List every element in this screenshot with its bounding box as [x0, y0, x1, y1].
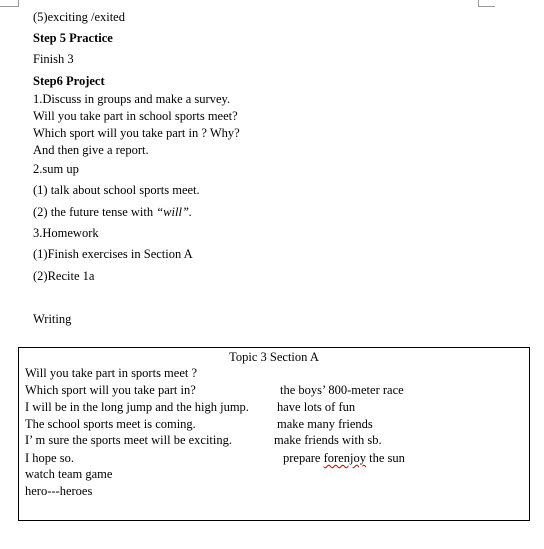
box-right-line	[283, 450, 405, 466]
box-left-line: watch team game	[25, 467, 113, 481]
text-line: 2.sum up	[33, 162, 79, 176]
page-corner-mark-left	[0, 0, 19, 7]
notes-box	[18, 347, 530, 521]
text-line: Writing	[33, 312, 72, 326]
text-line: Which sport will you take part in ? Why?	[33, 126, 240, 140]
text-line: (1) talk about school sports meet.	[33, 183, 200, 197]
box-left-line: I will be in the long jump and the high jump.	[25, 400, 249, 414]
heading-step5: Step 5 Practice	[33, 31, 113, 45]
box-left-line: The school sports meet is coming.	[25, 417, 196, 431]
text-line: And then give a report.	[33, 143, 149, 157]
box-left-line: Will you take part in sports meet ?	[25, 366, 198, 380]
box-left-line: Which sport will you take part in?	[25, 383, 196, 397]
text-line	[33, 204, 192, 220]
text-span: prepare	[283, 451, 324, 465]
text-line: (5)exciting /exited	[33, 10, 125, 24]
text-line: 1.Discuss in groups and make a survey.	[33, 92, 231, 106]
text-line: 3.Homework	[33, 226, 99, 240]
text-line: Finish 3	[33, 52, 74, 66]
box-left-line: I hope so.	[25, 451, 74, 465]
text-line: (2)Recite 1a	[33, 269, 95, 283]
text-line: (1)Finish exercises in Section A	[33, 247, 193, 261]
page-corner-mark-right	[478, 0, 495, 7]
text-line: Will you take part in school sports meet?	[33, 109, 238, 123]
box-right-line: have lots of fun	[277, 400, 356, 414]
box-right-line: make friends with sb.	[274, 433, 382, 447]
box-right-line: make many friends	[277, 417, 373, 431]
box-title: Topic 3 Section A	[229, 350, 319, 364]
heading-step6: Step6 Project	[33, 74, 105, 88]
text-span: (2) the future tense with	[33, 205, 157, 219]
box-right-line: the boys’ 800-meter race	[280, 383, 404, 397]
text-span: the sun	[365, 451, 405, 465]
italic-span: “will”.	[156, 205, 193, 219]
box-left-line: hero---heroes	[25, 484, 93, 498]
box-left-line: I’ m sure the sports meet will be exciting.	[25, 433, 233, 447]
spellcheck-underlined-word: forenjoy	[323, 451, 366, 465]
